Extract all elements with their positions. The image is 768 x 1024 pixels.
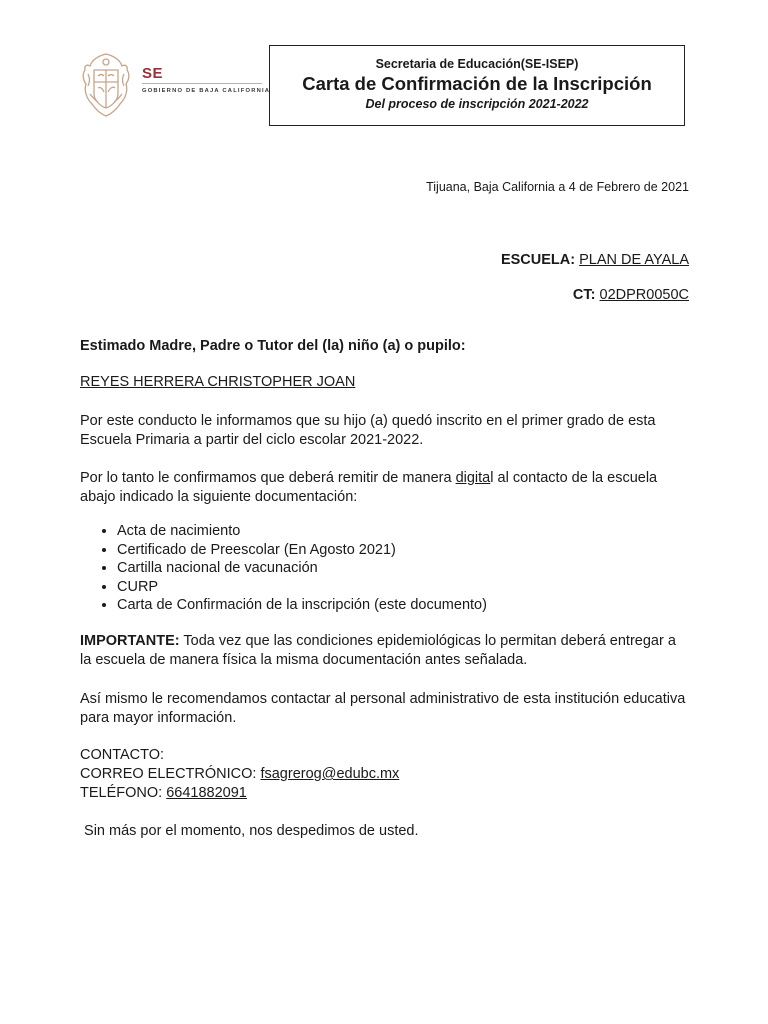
- phone-link[interactable]: 6641882091: [166, 785, 247, 801]
- greeting: Estimado Madre, Padre o Tutor del (la) niño (a) o pupilo:: [80, 338, 466, 354]
- document-title-box: [269, 45, 685, 126]
- date-line: Tijuana, Baja California a 4 de Febrero de 2021: [426, 180, 689, 194]
- list-item: • Carta de Confirmación de la inscripción (este documento): [117, 596, 727, 615]
- documentation-text-end: l al contacto de la escuela abajo indicado la siguiente documentación:: [80, 470, 658, 505]
- email-line: [80, 765, 690, 784]
- ct-code: 02DPR0050C: [599, 287, 689, 303]
- logo-abbreviation: SE: [142, 65, 164, 82]
- important-text: Toda vez que las condiciones epidemiológicas lo permitan deberá entregar a la escuela de manera física la misma documentación antes señalada.: [80, 633, 676, 668]
- logo-text: [142, 65, 271, 94]
- list-item: • Acta de nacimiento: [117, 522, 727, 541]
- logo-government: GOBIERNO DE BAJA CALIFORNIA: [142, 88, 271, 94]
- documents-list: [80, 522, 727, 615]
- coat-of-arms-icon: [80, 50, 132, 118]
- phone-line: [80, 784, 690, 803]
- school-line: [501, 252, 689, 268]
- enrollment-paragraph: Por este conducto le informamos que su hijo (a) quedó inscrito en el primer grado de esta Escuela Primaria a partir del ciclo escolar 2021-2022.: [80, 413, 656, 448]
- government-logo: [80, 50, 270, 120]
- document-subtitle: Del proceso de inscripción 2021-2022: [365, 97, 589, 111]
- contact-title: CONTACTO:: [80, 747, 165, 763]
- digital-underlined: digita: [455, 470, 491, 486]
- list-item: • CURP: [117, 578, 727, 597]
- list-item: • Certificado de Preescolar (En Agosto 2021): [117, 541, 727, 560]
- document-title: Carta de Confirmación de la Inscripción: [302, 73, 652, 94]
- ct-label: CT:: [572, 287, 596, 303]
- documentation-paragraph: [80, 469, 690, 507]
- email-label: CORREO ELECTRÓNICO:: [80, 766, 261, 782]
- email-link[interactable]: fsagrerog@edubc.mx: [260, 766, 400, 782]
- important-paragraph: [80, 632, 690, 670]
- school-label: ESCUELA:: [500, 252, 576, 268]
- documentation-text-start: Por lo tanto le confirmamos que deberá remitir de manera: [80, 470, 456, 486]
- phone-label: TELÉFONO:: [80, 785, 167, 801]
- list-item: • Cartilla nacional de vacunación: [117, 559, 727, 578]
- school-name: PLAN DE AYALA: [579, 252, 689, 268]
- student-name-line: [80, 373, 690, 392]
- important-label: IMPORTANTE:: [80, 633, 180, 649]
- contact-block: [80, 746, 690, 803]
- student-name: REYES HERRERA CHRISTOPHER JOAN: [80, 374, 356, 390]
- closing-line: Sin más por el momento, nos despedimos de usted.: [80, 823, 419, 839]
- issuer-title: Secretaria de Educación(SE-ISEP): [375, 57, 579, 71]
- recommendation-paragraph: Así mismo le recomendamos contactar al personal administrativo de esta institución educativa para mayor información.: [80, 691, 686, 726]
- ct-line: [573, 287, 689, 303]
- logo-divider: [142, 83, 262, 84]
